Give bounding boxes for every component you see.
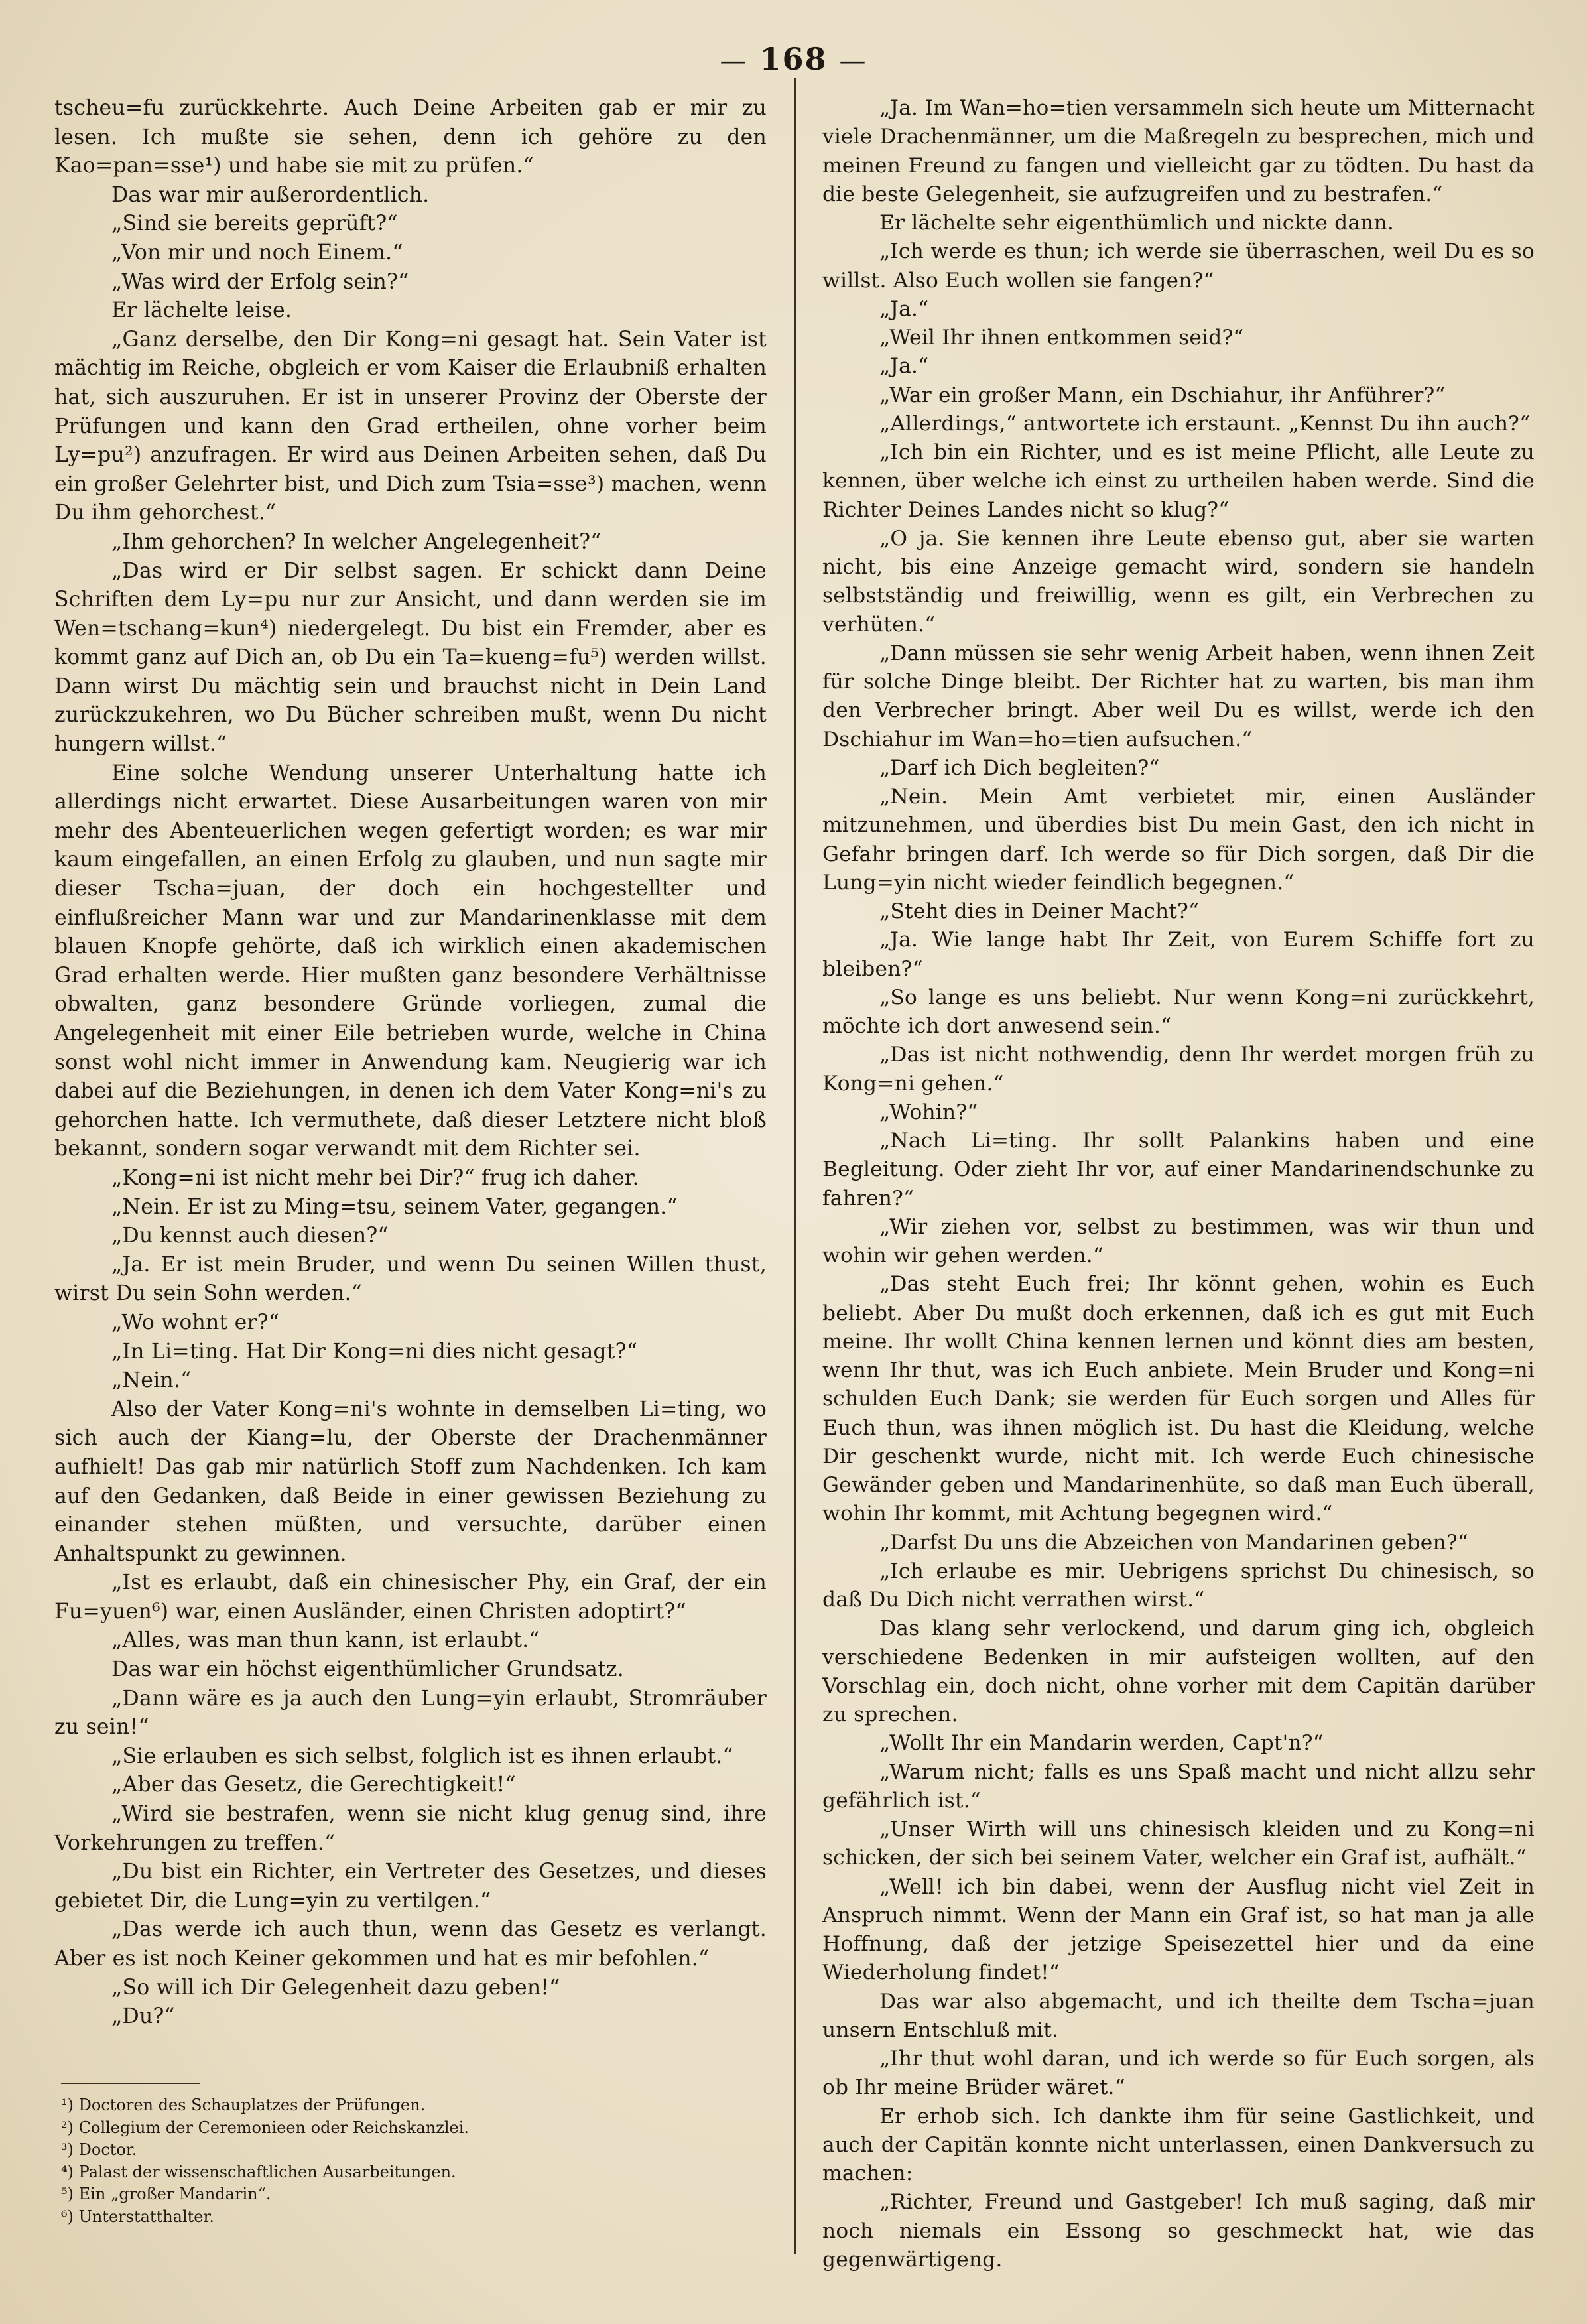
footnote-text: Unterstatthalter. — [78, 2207, 214, 2226]
paragraph: „Das wird er Dir selbst sagen. Er schickt dann Deine Schriften dem Ly=pu nur zur Ansicht, und dann werden sie im Wen=tschang=kun⁴) niedergelegt. Du bist ein Fremder, aber es kommt ganz auf Dich an, ob Du ein Ta=kueng=fu⁵) werden willst. Dann wirst Du mächtig sein und brauchst nicht in Dein Land zurückzukehren, wo Du Bücher schreiben mußt, wenn Du nicht hungern willst.“ — [54, 558, 767, 757]
footnote-marker: ³) — [61, 2140, 74, 2159]
footnote — [61, 2183, 764, 2206]
footnote-marker: ⁴) — [61, 2162, 74, 2181]
paragraph: „Darf ich Dich begleiten?“ — [879, 755, 1160, 780]
paragraph: „Weil Ihr ihnen entkommen seid?“ — [879, 326, 1244, 350]
paragraph: „Richter, Freund und Gastgeber! Ich muß saging, daß mir noch niemals ein Essong so geschmeckt hat, wie das gegenwärtigeng. — [822, 2190, 1535, 2272]
paragraph: tscheu=fu zurückkehrte. Auch Deine Arbeiten gab er mir zu lesen. Ich mußte sie sehen, denn ich gehöre zu den Kao=pan=sse¹) und habe sie mit zu prüfen.“ — [54, 96, 767, 178]
column-divider — [794, 78, 796, 2254]
paragraph: „In Li=ting. Hat Dir Kong=ni dies nicht gesagt?“ — [111, 1339, 638, 1364]
paragraph: „Sind sie bereits geprüft?“ — [111, 212, 398, 236]
paragraph: „Sie erlauben es sich selbst, folglich ist es ihnen erlaubt.“ — [111, 1744, 733, 1768]
paragraph: „So lange es uns beliebt. Nur wenn Kong=ni zurückkehrt, möchte ich dort anwesend sein.“ — [822, 985, 1535, 1038]
paragraph: „Ist es erlaubt, daß ein chinesischer Phy, ein Graf, der ein Fu=yuen⁶) war, einen Ausländer, einen Christen adoptirt?“ — [54, 1571, 767, 1624]
footnote-marker: ⁶) — [61, 2207, 74, 2226]
footnote-divider — [61, 2083, 200, 2084]
paragraph: „Kong=ni ist nicht mehr bei Dir?“ frug ich daher. — [111, 1165, 639, 1190]
paragraph: „Was wird der Erfolg sein?“ — [111, 269, 409, 294]
footnote-text: Palast der wissenschaftlichen Ausarbeitungen. — [78, 2162, 456, 2181]
footnote — [61, 2139, 764, 2162]
paragraph: „Warum nicht; falls es uns Spaß macht und nicht allzu sehr gefährlich ist.“ — [822, 1760, 1535, 1813]
paragraph: „Du kennst auch diesen?“ — [111, 1224, 389, 1248]
paragraph: „Wir ziehen vor, selbst zu bestimmen, was wir thun und wohin wir gehen werden.“ — [822, 1214, 1535, 1267]
paragraph: „Ja. Er ist mein Bruder, und wenn Du seinen Willen thust, wirst Du sein Sohn werden.“ — [54, 1252, 767, 1306]
page-number: 168 — [759, 41, 828, 77]
paragraph: „Ihr thut wohl daran, und ich werde so für Euch sorgen, als ob Ihr meine Brüder wäret.“ — [822, 2047, 1535, 2100]
footnote-marker: ¹) — [61, 2096, 74, 2114]
paragraph: „Ich werde es thun; ich werde sie überraschen, weil Du es so willst. Also Euch wollen sie fangen?“ — [822, 239, 1535, 292]
paragraph: Das war ein höchst eigenthümlicher Grundsatz. — [111, 1657, 624, 1682]
paragraph: Er lächelte sehr eigenthümlich und nickte dann. — [879, 211, 1395, 235]
right-column — [822, 94, 1535, 2274]
paragraph: „Ich erlaube es mir. Uebrigens sprichst Du chinesisch, so daß Du Dich nicht verrathen wirst.“ — [822, 1559, 1535, 1612]
paragraph: „Das ist nicht nothwendig, denn Ihr werdet morgen früh zu Kong=ni gehen.“ — [822, 1043, 1535, 1096]
paragraph: Eine solche Wendung unserer Unterhaltung hatte ich allerdings nicht erwartet. Diese Ausarbeitungen waren von mir mehr des Abenteuerlichen wegen gefertigt worden; es war mir kaum eingefallen, an einen Erfolg zu glauben, und nun sagte mir dieser Tscha=juan, der doch ein hochgestellter und einflußreicher Mann war und zur Mandarinenklasse mit dem blauen Knopfe gehörte, daß ich wirklich einen akademischen Grad erhalten werde. Hier mußten ganz besondere Verhältnisse obwalten, ganz besondere Gründe vorliegen, zumal die Angelegenheit mit einer Eile betrieben wurde, welche in China sonst wohl nicht immer in Anwendung kam. Neugierig war ich dabei auf die Beziehungen, in denen ich dem Vater Kong=ni's zu gehorchen hatte. Ich vermuthete, daß dieser Letztere nicht bloß bekannt, sondern sogar verwandt mit dem Richter sei. — [54, 761, 767, 1161]
paragraph: „Du?“ — [111, 2004, 175, 2029]
footnote-marker: ⁵) — [61, 2185, 74, 2203]
paragraph: „Well! ich bin dabei, wenn der Ausflug nicht viel Zeit in Anspruch nimmt. Wenn der Mann ein Graf ist, so hat man ja alle Hoffnung, daß der jetzige Speisezettel hier und da eine Wiederholung findet!“ — [822, 1874, 1535, 1985]
paragraph: „Nein. Er ist zu Ming=tsu, seinem Vater, gegangen.“ — [111, 1194, 678, 1219]
header-dash-right: — — [839, 46, 867, 76]
paragraph: „Das steht Euch frei; Ihr könnt gehen, wohin es Euch beliebt. Aber Du mußt doch erkennen, daß ich es gut mit Euch meine. Ihr wollt China kennen lernen und könnt dies am besten, wenn Ihr thut, was ich Euch anbiete. Mein Bruder und Kong=ni schulden Euch Dank; sie werden für Euch sorgen und Alles für Euch thun, was ihnen möglich ist. Du hast die Kleidung, welche Dir geschenkt wurde, nicht mit. Ich werde Euch chinesische Gewänder geben und Mandarinenhüte, so daß man Euch überall, wohin Ihr kommt, mit Achtung begegnen wird.“ — [822, 1272, 1535, 1526]
paragraph: „Du bist ein Richter, ein Vertreter des Gesetzes, und dieses gebietet Dir, die Lung=yin zu vertilgen.“ — [54, 1860, 767, 1913]
footnote — [61, 2206, 764, 2228]
paragraph: „Steht dies in Deiner Macht?“ — [879, 899, 1200, 923]
paragraph: „Allerdings,“ antwortete ich erstaunt. „Kennst Du ihn auch?“ — [879, 411, 1531, 436]
paragraph: „Nein.“ — [111, 1368, 192, 1393]
paragraph: „O ja. Sie kennen ihre Leute ebenso gut, aber sie warten nicht, bis eine Anzeige gemacht wird, sondern sie handeln selbstständig und freiwillig, wenn es gilt, ein Verbrechen zu verhüten.“ — [822, 526, 1535, 637]
footnote — [61, 2095, 764, 2117]
footnote-marker: ²) — [61, 2118, 74, 2137]
paragraph: „Unser Wirth will uns chinesisch kleiden und zu Kong=ni schicken, der sich bei seinem Vater, welcher ein Graf ist, aufhält.“ — [822, 1817, 1535, 1870]
footnotes — [61, 2095, 764, 2228]
paragraph: „Ja.“ — [879, 296, 929, 321]
paragraph: Das war mir außerordentlich. — [111, 182, 430, 207]
footnote-text: Ein „großer Mandarin“. — [78, 2185, 271, 2203]
paragraph: „Wird sie bestrafen, wenn sie nicht klug genug sind, ihre Vorkehrungen zu treffen.“ — [54, 1802, 767, 1855]
paragraph: „Nein. Mein Amt verbietet mir, einen Ausländer mitzunehmen, und überdies bist Du mein Gast, den ich nicht in Gefahr bringen darf. Ich werde so für Dich sorgen, daß Dir die Lung=yin nicht wieder feindlich begegnen.“ — [822, 785, 1535, 895]
paragraph: „Alles, was man thun kann, ist erlaubt.“ — [111, 1628, 540, 1653]
page-header — [0, 41, 1587, 77]
paragraph: „Dann wäre es ja auch den Lung=yin erlaubt, Stromräuber zu sein!“ — [54, 1686, 767, 1740]
footnote — [61, 2162, 764, 2184]
paragraph: „Wo wohnt er?“ — [111, 1310, 280, 1334]
footnote-text: Doctoren des Schauplatzes der Prüfungen. — [78, 2096, 426, 2114]
paragraph: „Ganz derselbe, den Dir Kong=ni gesagt hat. Sein Vater ist mächtig im Reiche, obgleich er vom Kaiser die Erlaubniß erhalten hat, sich auszuruhen. Er ist in unserer Provinz der Oberste der Prüfungen und kann den Grad ertheilen, ohne vorher beim Ly=pu²) anzufragen. Er wird aus Deinen Arbeiten sehen, daß Du ein großer Gelehrter bist, und Dich zum Tsia=sse³) machen, wenn Du ihm gehorchest.“ — [54, 327, 767, 525]
paragraph: Also der Vater Kong=ni's wohnte in demselben Li=ting, wo sich auch der Kiang=lu, der Oberste der Drachenmänner aufhielt! Das gab mir natürlich Stoff zum Nachdenken. Ich kam auf den Gedanken, daß Beide in einer gewissen Beziehung zu einander stehen müßten, und versuchte, darüber einen Anhaltspunkt zu gewinnen. — [54, 1397, 767, 1566]
paragraph: „Von mir und noch Einem.“ — [111, 240, 403, 265]
paragraph: „Wollt Ihr ein Mandarin werden, Capt'n?“ — [879, 1731, 1324, 1756]
paragraph: „So will ich Dir Gelegenheit dazu geben!“ — [111, 1975, 560, 2000]
paragraph: „Ihm gehorchen? In welcher Angelegenheit?“ — [111, 529, 602, 554]
header-dash-left: — — [720, 46, 748, 76]
paragraph: „Aber das Gesetz, die Gerechtigkeit!“ — [111, 1773, 516, 1797]
paragraph: „Ja. Wie lange habt Ihr Zeit, von Eurem Schiffe fort zu bleiben?“ — [822, 928, 1535, 981]
paragraph: „Ja. Im Wan=ho=tien versammeln sich heute um Mitternacht viele Drachenmänner, um die Maßregeln zu besprechen, mich und meinen Freund zu fangen und vielleicht gar zu tödten. Du hast da die beste Gelegenheit, sie aufzugreifen und zu bestrafen.“ — [822, 96, 1535, 206]
footnote — [61, 2117, 764, 2140]
footnote-text: Doctor. — [78, 2140, 137, 2159]
paragraph: „Darfst Du uns die Abzeichen von Mandarinen geben?“ — [879, 1530, 1468, 1555]
paragraph: „Das werde ich auch thun, wenn das Gesetz es verlangt. Aber es ist noch Keiner gekommen und hat es mir befohlen.“ — [54, 1917, 767, 1970]
paragraph: „Dann müssen sie sehr wenig Arbeit haben, wenn ihnen Zeit für solche Dinge bleibt. Der Richter hat zu warten, bis man ihm den Verbrecher bringt. Aber weil Du es willst, werde ich den Dschiahur im Wan=ho=tien aufsuchen.“ — [822, 641, 1535, 751]
paragraph: Das klang sehr verlockend, und darum ging ich, obgleich verschiedene Bedenken in mir aufsteigen wollten, auf den Vorschlag ein, doch nicht, ohne vorher mit dem Capitän darüber zu sprechen. — [822, 1616, 1535, 1726]
footnote-text: Collegium der Ceremonieen oder Reichskanzlei. — [78, 2118, 470, 2137]
paragraph: Das war also abgemacht, und ich theilte dem Tscha=juan unsern Entschluß mit. — [822, 1989, 1535, 2042]
paragraph: „Ich bin ein Richter, und es ist meine Pflicht, alle Leute zu kennen, über welche ich einst zu urtheilen haben werde. Sind die Richter Deines Landes nicht so klug?“ — [822, 440, 1535, 522]
paragraph: „Ja.“ — [879, 354, 929, 379]
left-column — [54, 94, 767, 2032]
paragraph: „Wohin?“ — [879, 1100, 978, 1124]
paragraph: „War ein großer Mann, ein Dschiahur, ihr Anführer?“ — [879, 383, 1446, 407]
paragraph: „Nach Li=ting. Ihr sollt Palankins haben und eine Begleitung. Oder zieht Ihr vor, auf einer Mandarinendschunke zu fahren?“ — [822, 1129, 1535, 1210]
paragraph: Er erhob sich. Ich dankte ihm für seine Gastlichkeit, und auch der Capitän konnte nicht unterlassen, einen Dankversuch zu machen: — [822, 2104, 1535, 2185]
paragraph: Er lächelte leise. — [111, 298, 292, 323]
